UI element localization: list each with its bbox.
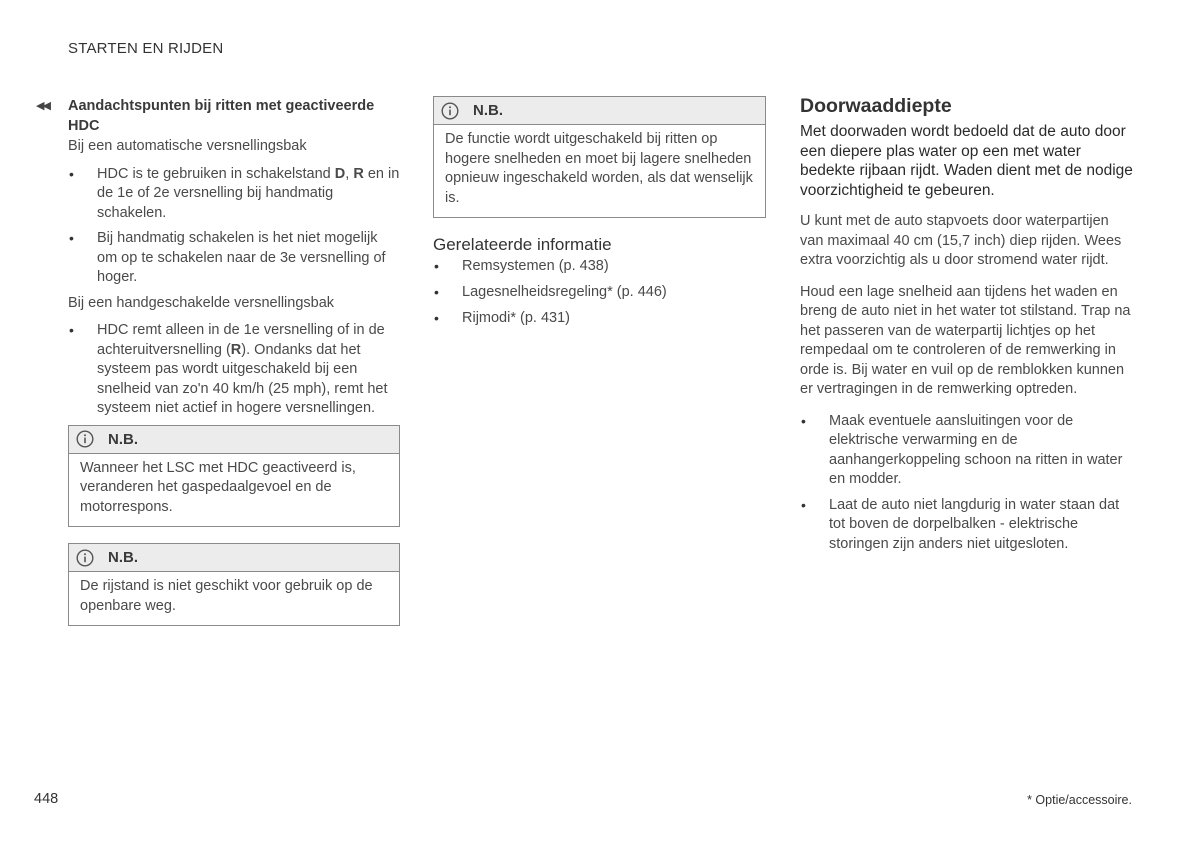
note-header (69, 426, 399, 454)
list-text: HDC remt alleen in de 1e versnelling of in de achteruitversnelling ( (97, 322, 385, 358)
note-title: N.B. (108, 549, 138, 566)
manual-gearbox-label: Bij een handgeschakelde versnellingsbak (68, 294, 335, 311)
bullet-icon: • (801, 496, 806, 513)
paragraph: U kunt met de auto stapvoets door waterpartijen van maximaal 40 cm (15,7 inch) diep rijden. Wees extra voorzichtig als u door stromend water rijdt. (800, 213, 1122, 268)
list-text: Bij handmatig schakelen is het niet mogelijk om op te schakelen naar de 3e versnelling of hoger. (97, 230, 386, 285)
lead-paragraph: Met doorwaden wordt bedoeld dat de auto door een diepere plas water op een met water bedekte rijbaan rijdt. Waden dient met de nodige voorzichtigheid te gebeuren. (800, 123, 1133, 199)
middle-column (433, 96, 766, 335)
list-text: en in de 1e of 2e versnelling bij handmatig schakelen. (97, 165, 400, 221)
section-header: STARTEN EN RIJDEN (68, 40, 224, 57)
related-link[interactable] (433, 309, 766, 329)
note-title: N.B. (108, 430, 138, 448)
note-box-speed (433, 96, 766, 218)
footnote: * Optie/accessoire. (1027, 793, 1132, 807)
right-column (800, 96, 1136, 560)
list-item (800, 496, 1136, 555)
note-text: De rijstand is niet geschikt voor gebruik op de openbare weg. (80, 578, 373, 614)
automatic-gearbox-list (68, 165, 400, 288)
related-link-text[interactable]: Remsystemen (p. 438) (462, 258, 609, 274)
note-box-lsc (68, 425, 400, 528)
note-text: Wanneer het LSC met HDC geactiveerd is, veranderen het gaspedaalgevoel en de motorrespons. (80, 459, 356, 515)
page-number: 448 (34, 791, 59, 807)
list-item (68, 229, 400, 288)
manual-gearbox-list (68, 321, 400, 419)
note-header (434, 97, 765, 125)
gear-d-label: D (334, 165, 346, 182)
info-circle-icon (76, 549, 94, 567)
automatic-gearbox-label: Bij een automatische versnellingsbak (68, 138, 307, 154)
paragraph: Houd een lage snelheid aan tijdens het waden en breng de auto niet in het water tot stilstand. Trap na het passeren van de waterpartij lichtjes op het rempedaal om te controleren of de remwerking in orde is. Bij water en vuil op de remblokken kunnen er vertragingen in de remwerking optreden. (800, 283, 1131, 397)
bullet-icon: • (434, 258, 439, 274)
related-info-title: Gerelateerde informatie (433, 235, 612, 254)
bullet-icon: • (434, 310, 439, 326)
related-link[interactable] (433, 283, 766, 303)
section-title-hdc: Aandachtspunten bij ritten met geactiveerde HDC (68, 98, 375, 134)
bullet-icon: • (69, 322, 74, 338)
bullet-icon: • (801, 412, 806, 429)
list-text: Laat de auto niet langdurig in water staan dat tot boven de dorpelbalken - elektrische storingen zijn anders niet uitgesloten. (829, 496, 1120, 552)
list-text: , (345, 165, 354, 182)
note-text: De functie wordt uitgeschakeld bij ritten op hogere snelheden en moet bij lagere snelheden opnieuw ingeschakeld worden, als dat wenselijk is. (445, 131, 753, 206)
note-box-drive-mode (68, 543, 400, 626)
list-item (800, 412, 1136, 490)
gear-r-label: R (353, 165, 364, 182)
list-item (68, 165, 400, 224)
list-text: Maak eventuele aansluitingen voor de elektrische verwarming en de aanhangerkoppeling schoon na ritten in water en modder. (829, 412, 1123, 487)
related-link[interactable] (433, 257, 766, 277)
list-text: ). Ondanks dat het systeem pas wordt uitgeschakeld bij een snelheid van zo'n 40 km/h (25 mph), remt het systeem niet actief in hogere versnellingen. (97, 341, 388, 416)
note-header (69, 544, 399, 572)
info-circle-icon (76, 430, 94, 448)
info-circle-icon (441, 102, 459, 120)
continuation-marker-icon: ◀◀ (36, 100, 49, 112)
related-link-text[interactable]: Lagesnelheidsregeling* (p. 446) (462, 284, 667, 300)
list-text: HDC is te gebruiken in schakelstand (97, 165, 335, 182)
left-column (36, 96, 400, 626)
wading-tips-list (800, 412, 1136, 555)
note-title: N.B. (473, 102, 503, 119)
gear-r-label: R (230, 341, 242, 358)
related-link-text[interactable]: Rijmodi* (p. 431) (462, 310, 570, 326)
list-item (68, 321, 400, 419)
bullet-icon: • (69, 165, 74, 182)
bullet-icon: • (434, 284, 439, 300)
related-info-list (433, 257, 766, 329)
bullet-icon: • (69, 230, 74, 246)
section-title-wading-depth: Doorwaaddiepte (800, 95, 952, 117)
